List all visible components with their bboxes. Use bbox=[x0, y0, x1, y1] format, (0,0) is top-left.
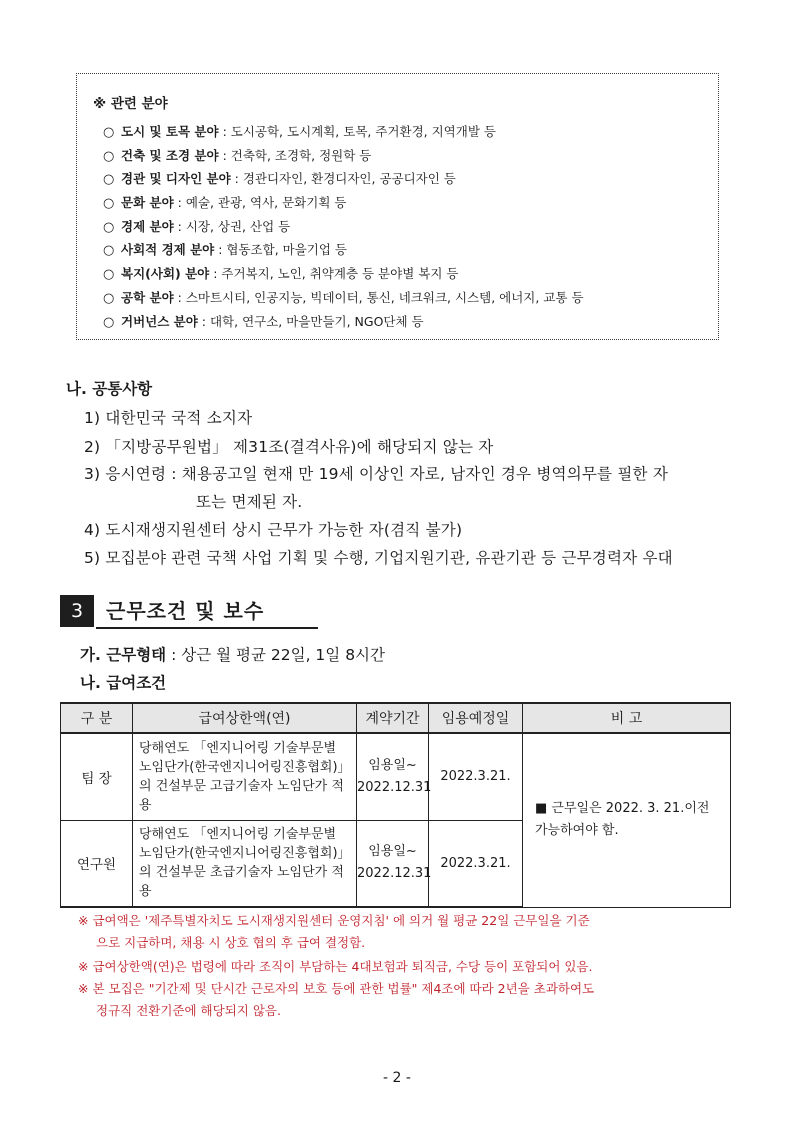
contract-period-cell: 임용일~ 2022.12.31 bbox=[357, 733, 429, 820]
table-header-row bbox=[61, 703, 731, 733]
common-item: 3) 응시연령 : 채용공고일 현재 만 19세 이상인 자로, 남자인 경우 병역의무를 필한 자 bbox=[84, 465, 668, 483]
list-item: ○ 문화 분야 : 예술, 관광, 역사, 문화기획 등 bbox=[103, 191, 584, 215]
list-item: ○ 거버넌스 분야 : 대학, 연구소, 마을만들기, NGO단체 등 bbox=[103, 310, 584, 334]
related-fields-list bbox=[103, 120, 584, 333]
circle-bullet-icon: ○ bbox=[103, 172, 115, 188]
appointment-date-cell: 2022.3.21. bbox=[429, 820, 523, 907]
common-item-continuation: 또는 면제된 자. bbox=[196, 493, 303, 511]
header-appointment-date: 임용예정일 bbox=[429, 703, 523, 733]
contract-period-cell: 임용일~ 2022.12.31 bbox=[357, 820, 429, 907]
header-salary-cap: 급여상한액(연) bbox=[133, 703, 357, 733]
salary-cap-cell: 당해연도 「엔지니어링 기술부문별 노임단가(한국엔지니어링진흥협회)」의 건설부문 초급기술자 노임단가 적용 bbox=[133, 820, 357, 907]
list-item: ○ 경관 및 디자인 분야 : 경관디자인, 환경디자인, 공공디자인 등 bbox=[103, 167, 584, 191]
role-cell: 연구원 bbox=[61, 820, 133, 907]
list-item: ○ 경제 분야 : 시장, 상권, 산업 등 bbox=[103, 215, 584, 239]
list-item: ○ 도시 및 토목 분야 : 도시공학, 도시계획, 토목, 주거환경, 지역개발 등 bbox=[103, 120, 584, 144]
work-type-value: : 상근 월 평균 22일, 1일 8시간 bbox=[166, 646, 385, 664]
common-item: 4) 도시재생지원센터 상시 근무가 가능한 자(겸직 불가) bbox=[84, 521, 463, 539]
section-title-underline bbox=[96, 627, 318, 629]
footnote: ※ 본 모집은 "기간제 및 단시간 근로자의 보호 등에 관한 법률" 제4조에 따라 2년을 초과하여도 bbox=[78, 981, 595, 996]
related-fields-box bbox=[76, 73, 719, 340]
salary-table bbox=[60, 702, 731, 908]
circle-bullet-icon: ○ bbox=[103, 196, 115, 212]
list-item: ○ 사회적 경제 분야 : 협동조합, 마을기업 등 bbox=[103, 238, 584, 262]
common-item: 2) 「지방공무원법」 제31조(결격사유)에 해당되지 않는 자 bbox=[84, 438, 494, 456]
common-item: 1) 대한민국 국적 소지자 bbox=[84, 409, 253, 427]
circle-bullet-icon: ○ bbox=[103, 243, 115, 259]
common-requirements-heading: 나. 공통사항 bbox=[66, 380, 153, 398]
footnote-continuation: 정규직 전환기준에 해당되지 않음. bbox=[96, 1003, 281, 1018]
circle-bullet-icon: ○ bbox=[103, 125, 115, 140]
circle-bullet-icon: ○ bbox=[103, 267, 115, 283]
salary-cap-cell: 당해연도 「엔지니어링 기술부문별 노임단가(한국엔지니어링진흥협회)」의 건설부문 고급기술자 노임단가 적용 bbox=[133, 733, 357, 820]
circle-bullet-icon: ○ bbox=[103, 219, 115, 235]
role-cell: 팀 장 bbox=[61, 733, 133, 820]
circle-bullet-icon: ○ bbox=[103, 148, 115, 164]
related-fields-title: ※ 관련 분야 bbox=[93, 96, 168, 112]
salary-conditions-label: 나. 급여조건 bbox=[80, 674, 167, 692]
header-remarks: 비 고 bbox=[523, 703, 731, 733]
page-number: - 2 - bbox=[383, 1070, 411, 1086]
footnote: ※ 급여액은 '제주특별자치도 도시재생지원센터 운영지침' 에 의거 월 평균 22일 근무일을 기준 bbox=[78, 913, 590, 928]
section-title: 근무조건 및 보수 bbox=[106, 599, 265, 623]
header-category: 구 분 bbox=[61, 703, 133, 733]
section-number-badge: 3 bbox=[60, 595, 94, 627]
remarks-cell: ■ 근무일은 2022. 3. 21.이전 가능하여야 함. bbox=[523, 733, 731, 907]
footnote: ※ 급여상한액(연)은 법령에 따라 조직이 부담하는 4대보험과 퇴직금, 수당 등이 포함되어 있음. bbox=[78, 959, 593, 974]
circle-bullet-icon: ○ bbox=[103, 290, 115, 306]
circle-bullet-icon: ○ bbox=[103, 314, 115, 330]
header-contract-period: 계약기간 bbox=[357, 703, 429, 733]
list-item: ○ 공학 분야 : 스마트시티, 인공지능, 빅데이터, 통신, 네크워크, 시스템, 에너지, 교통 등 bbox=[103, 286, 584, 310]
footnote-continuation: 으로 지급하며, 채용 시 상호 협의 후 급여 결정함. bbox=[96, 935, 366, 950]
common-item: 5) 모집분야 관련 국책 사업 기획 및 수행, 기업지원기관, 유관기관 등 근무경력자 우대 bbox=[84, 549, 673, 567]
appointment-date-cell: 2022.3.21. bbox=[429, 733, 523, 820]
list-item: ○ 복지(사회) 분야 : 주거복지, 노인, 취약계층 등 분야별 복지 등 bbox=[103, 262, 584, 286]
work-type-line bbox=[80, 643, 385, 665]
table-row bbox=[61, 733, 731, 820]
work-type-label: 가. 근무형태 bbox=[80, 646, 167, 664]
list-item: ○ 건축 및 조경 분야 : 건축학, 조경학, 정원학 등 bbox=[103, 144, 584, 168]
